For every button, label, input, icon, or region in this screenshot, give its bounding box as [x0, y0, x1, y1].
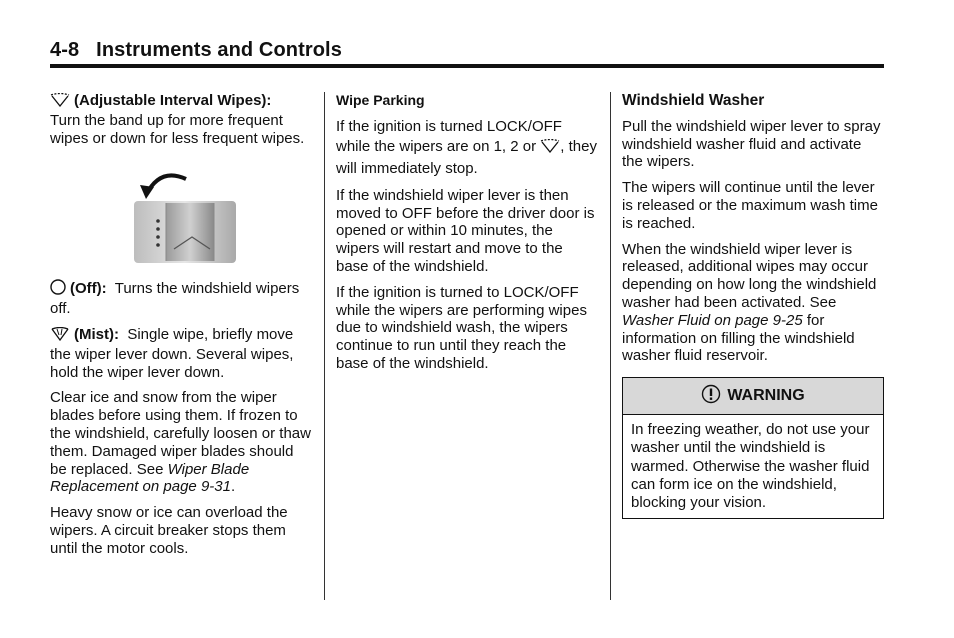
washer-para3-text: When the windshield wiper lever is released, additional wipes may occur depending on how long the windshield washer had been activated. See [622, 240, 877, 311]
warning-text: In freezing weather, do not use your washer until the windshield is warmed. Otherwise the washer fluid can form ice on the windshield, blocking your vision. [631, 421, 870, 511]
header-rule [50, 64, 884, 68]
mist-text: Single wipe, briefly move the wiper lever down. Several wipes, hold the wiper lever down. [50, 325, 298, 381]
interval-wiper-icon [540, 139, 560, 159]
mist-wiper-icon [50, 327, 70, 346]
mist-paragraph [50, 326, 314, 381]
wipe-parking-para1-b: , they will immediately stop. [336, 137, 597, 177]
page-header [50, 38, 884, 62]
wipe-parking-para1 [336, 117, 598, 179]
clear-ice-end: . [230, 478, 236, 496]
warning-header [623, 378, 883, 415]
interval-text: Turn the band up for more frequent wipes or down for less frequent wipes. [50, 111, 305, 147]
washer-para1: Pull the windshield wiper lever to spray windshield washer fluid and activate the wipers. [622, 117, 881, 171]
wipe-parking-para2: If the windshield wiper lever is then moved to OFF before the driver door is opened or within 10 minutes, the wipers will restart and move to the base of the windshield. [336, 186, 595, 275]
column-3 [622, 92, 884, 519]
washer-para2: The wipers will continue until the lever is released or the maximum wash time is reached. [622, 179, 878, 232]
interval-label: (Adjustable Interval Wipes): [74, 92, 272, 109]
warning-box [622, 377, 884, 519]
wipe-parking-para3: If the ignition is turned to LOCK/OFF while the wipers are performing wipes due to windshield wash, the wipers continue to run until they reach the base of the windshield. [336, 283, 587, 372]
column-1 [50, 92, 314, 566]
off-text: Turns the windshield wipers off. [50, 280, 304, 318]
washer-para3-end: for information on filling the windshield washer fluid reservoir. [622, 311, 855, 365]
warning-title: WARNING [727, 387, 805, 405]
off-paragraph [50, 279, 314, 318]
washer-para3 [622, 241, 884, 366]
wipe-parking-para1-a: If the ignition is turned LOCK/OFF while the wipers are on 1, 2 or [336, 117, 562, 155]
column-2 [336, 92, 598, 381]
wipe-parking-heading: Wipe Parking [336, 92, 425, 108]
off-label: (Off): [70, 280, 107, 298]
clear-ice-text: Clear ice and snow from the wiper blades before using them. If frozen to the windshield, carefully loosen or thaw them. Damaged wiper blades should be replaced. See [50, 389, 311, 478]
heavy-snow-paragraph: Heavy snow or ice can overload the wipers. A circuit breaker stops them until the motor cools. [50, 504, 288, 557]
warning-exclamation-icon [701, 384, 721, 409]
wiper-blade-reference[interactable]: Wiper Blade Replacement on page 9-31 [50, 460, 250, 496]
mist-label: (Mist): [74, 325, 119, 343]
interval-wiper-icon [50, 93, 70, 112]
interval-paragraph [50, 92, 314, 147]
washer-fluid-reference[interactable]: Washer Fluid on page 9-25 [622, 311, 803, 329]
page-title: 4-8 Instruments and Controls [50, 39, 342, 61]
column-divider-2 [610, 92, 611, 600]
windshield-washer-heading: Windshield Washer [622, 92, 765, 109]
wiper-band-illustration [130, 169, 240, 265]
off-circle-icon [50, 279, 66, 300]
clear-ice-paragraph [50, 389, 314, 496]
column-divider-1 [324, 92, 325, 600]
